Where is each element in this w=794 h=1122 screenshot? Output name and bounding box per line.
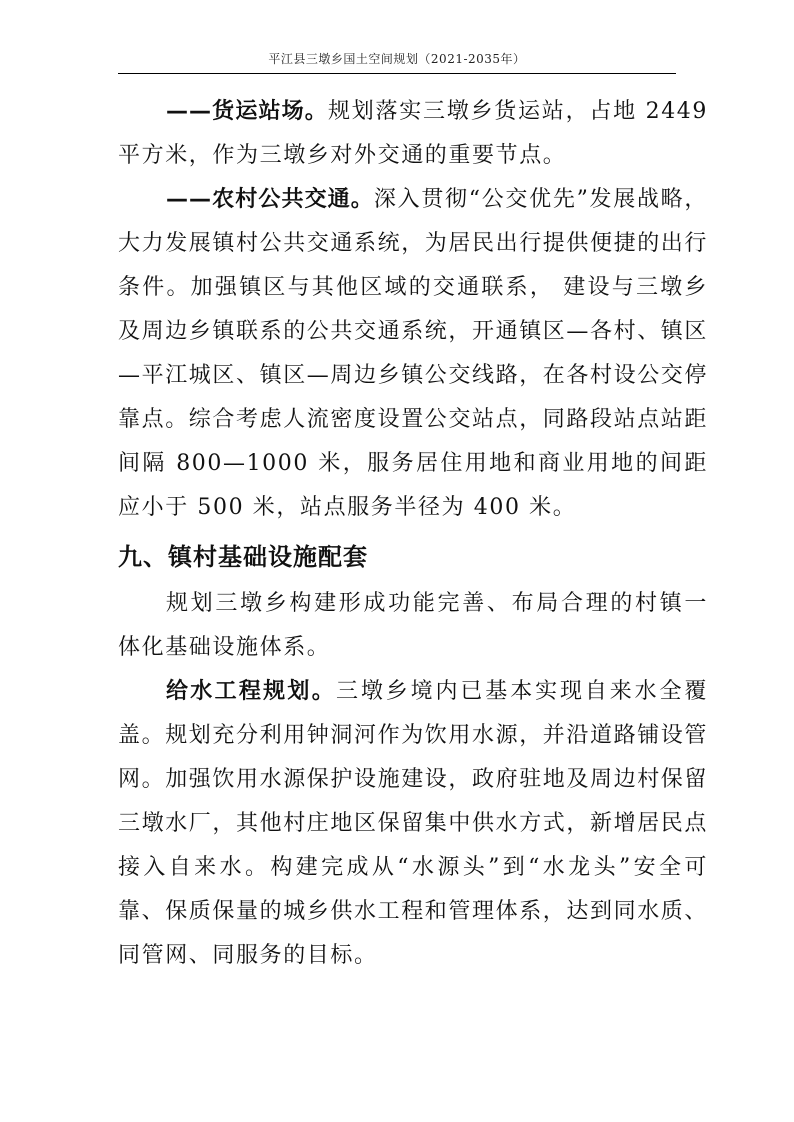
paragraph-lead-title: ——农村公共交通。 [166,187,374,212]
paragraph-text: 规划落实三墩乡货运站，占地 2449 平方米，作为三墩乡对外交通的重要节点。 [118,99,708,168]
paragraph-rural-public-transport [118,178,708,530]
section-intro-paragraph: 规划三墩乡构建形成功能完善、布局合理的村镇一体化基础设施体系。 [118,591,708,660]
paragraph-text: 深入贯彻“公交优先”发展战略，大力发展镇村公共交通系统，为居民出行提供便捷的出行条件。加强镇区与其他区域的交通联系， 建设与三墩乡及周边乡镇联系的公共交通系统，开通镇区—各村、镇区—平江城区、镇区—周边乡镇公交线路，在各村设公交停靠点。综合考虑人流密度设置公交站点，同路段站点站距间隔 800—1000 米，服务居住用地和商业用地的间距应小于 500 米，站点服务半径为 400 米。 [118,187,709,520]
page-header: 平江县三墩乡国土空间规划（2021-2035年） [268,52,526,66]
document-body [118,90,708,978]
header-divider [118,73,676,74]
paragraph-text: 三墩乡境内已基本实现自来水全覆盖。规划充分利用钟洞河作为饮用水源，并沿道路铺设管网。加强饮用水源保护设施建设，政府驻地及周边村保留三墩水厂，其他村庄地区保留集中供水方式，新增居民点接入自来水。构建完成从“水源头”到“水龙头”安全可靠、保质保量的城乡供水工程和管理体系，达到同水质、同管网、同服务的目标。 [118,679,709,968]
paragraph-lead-title: ——货运站场。 [166,99,328,124]
paragraph-water-supply [118,670,708,978]
section-heading: 九、镇村基础设施配套 [118,543,368,571]
paragraph-lead-title: 给水工程规划。 [166,679,336,704]
paragraph-freight-station [118,90,708,178]
